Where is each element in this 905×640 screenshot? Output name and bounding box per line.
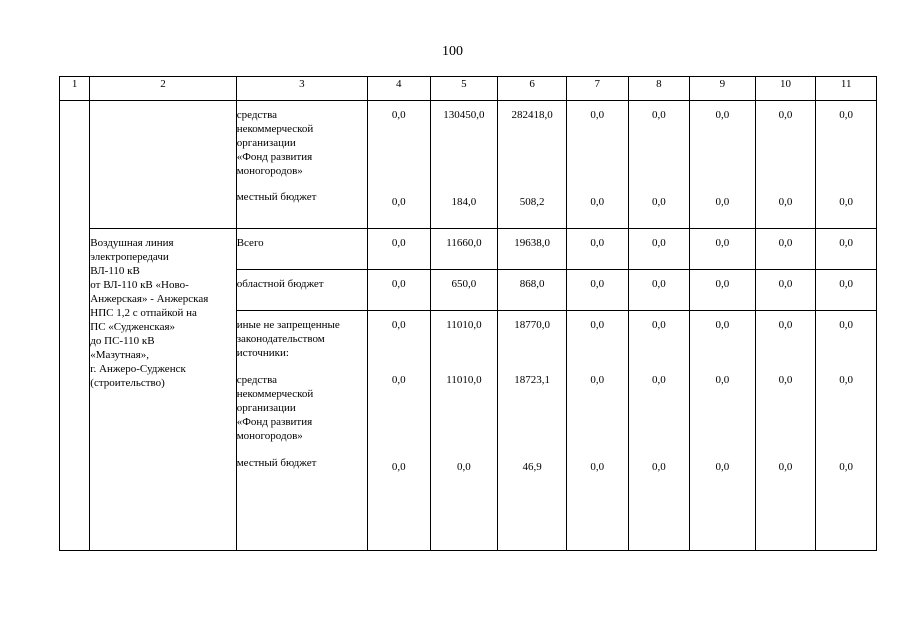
value-cell: 19638,0 (498, 229, 567, 270)
value-cell: 0,0 (566, 229, 628, 270)
source-line: «Фонд развития (236, 416, 313, 428)
value-cell: 0,0 0,0 0,0 (566, 311, 628, 551)
col-header: 8 (628, 77, 690, 101)
value-cell: 0,0 (755, 270, 816, 311)
object-cell (90, 101, 236, 229)
value-cell: 0,0 (566, 270, 628, 311)
value-cell: 0,0 (816, 270, 877, 311)
col-header: 2 (90, 77, 236, 101)
object-line: «Мазутная», (90, 349, 149, 361)
source-line: моногородов» (236, 165, 303, 177)
value-cell: 0,0 0,0 (816, 101, 877, 229)
value-cell: 650,0 (430, 270, 498, 311)
object-line: от ВЛ-110 кВ «Ново- (90, 279, 189, 291)
header-row (60, 77, 877, 101)
source-line: средства (236, 109, 278, 121)
value-cell: 0,0 0,0 0,0 (690, 311, 756, 551)
value-cell: 0,0 0,0 0,0 (628, 311, 690, 551)
object-line: г. Анжеро-Судженск (90, 363, 186, 375)
budget-table (59, 76, 877, 551)
source-cell (236, 311, 367, 551)
value-cell: 282418,0 508,2 (498, 101, 567, 229)
source-line: источники: (236, 347, 289, 359)
source-line: иные не запрещенные (236, 319, 340, 331)
value-cell: 0,0 0,0 (566, 101, 628, 229)
page-number: 100 (442, 44, 463, 59)
source-line: средства (236, 374, 278, 386)
value-cell: 0,0 0,0 (628, 101, 690, 229)
value-cell: 868,0 (498, 270, 567, 311)
col-header: 7 (566, 77, 628, 101)
source-line: законодательством (236, 333, 325, 345)
source-cell (236, 101, 367, 229)
value-cell: 0,0 (690, 229, 756, 270)
col-header: 3 (236, 77, 367, 101)
source-line: «Фонд развития (236, 151, 313, 163)
object-line: Анжерская» - Анжерская (90, 293, 209, 305)
col-header: 10 (755, 77, 816, 101)
value-cell: 0,0 0,0 0,0 (367, 311, 430, 551)
object-line: (строительство) (90, 377, 165, 389)
value-cell: 0,0 (628, 229, 690, 270)
source-line: некоммерческой (236, 388, 314, 400)
value-cell: 0,0 0,0 (367, 101, 430, 229)
value-cell: 0,0 0,0 0,0 (755, 311, 816, 551)
col-header: 11 (816, 77, 877, 101)
value-cell: 0,0 0,0 (690, 101, 756, 229)
value-cell: 0,0 (816, 229, 877, 270)
object-line: до ПС-110 кВ (90, 335, 155, 347)
col-header: 6 (498, 77, 567, 101)
object-line: ПС «Судженская» (90, 321, 176, 333)
value-cell: 0,0 (690, 270, 756, 311)
value-cell: 18770,0 18723,1 46,9 (498, 311, 567, 551)
col-header: 5 (430, 77, 498, 101)
source-line: организации (236, 137, 296, 149)
col-header: 4 (367, 77, 430, 101)
value-cell: 11010,0 11010,0 0,0 (430, 311, 498, 551)
value-cell: 130450,0 184,0 (430, 101, 498, 229)
value-cell: 0,0 (755, 229, 816, 270)
index-cell (60, 101, 90, 551)
source-line: местный бюджет (236, 191, 317, 203)
object-line: ВЛ-110 кВ (90, 265, 140, 277)
source-line: организации (236, 402, 296, 414)
source-cell: Всего (236, 229, 367, 270)
value-cell: 0,0 (367, 270, 430, 311)
source-line: некоммерческой (236, 123, 314, 135)
table-row (60, 101, 877, 229)
col-header: 9 (690, 77, 756, 101)
value-cell: 0,0 (628, 270, 690, 311)
source-line: моногородов» (236, 430, 303, 442)
value-cell: 11660,0 (430, 229, 498, 270)
object-line: электропередачи (90, 251, 169, 263)
object-cell (90, 229, 236, 551)
col-header: 1 (60, 77, 90, 101)
source-line: местный бюджет (236, 457, 317, 469)
source-cell: областной бюджет (236, 270, 367, 311)
value-cell: 0,0 0,0 0,0 (816, 311, 877, 551)
value-cell: 0,0 0,0 (755, 101, 816, 229)
object-line: НПС 1,2 с отпайкой на (90, 307, 197, 319)
table-row (60, 229, 877, 270)
object-line: Воздушная линия (90, 237, 174, 249)
value-cell: 0,0 (367, 229, 430, 270)
